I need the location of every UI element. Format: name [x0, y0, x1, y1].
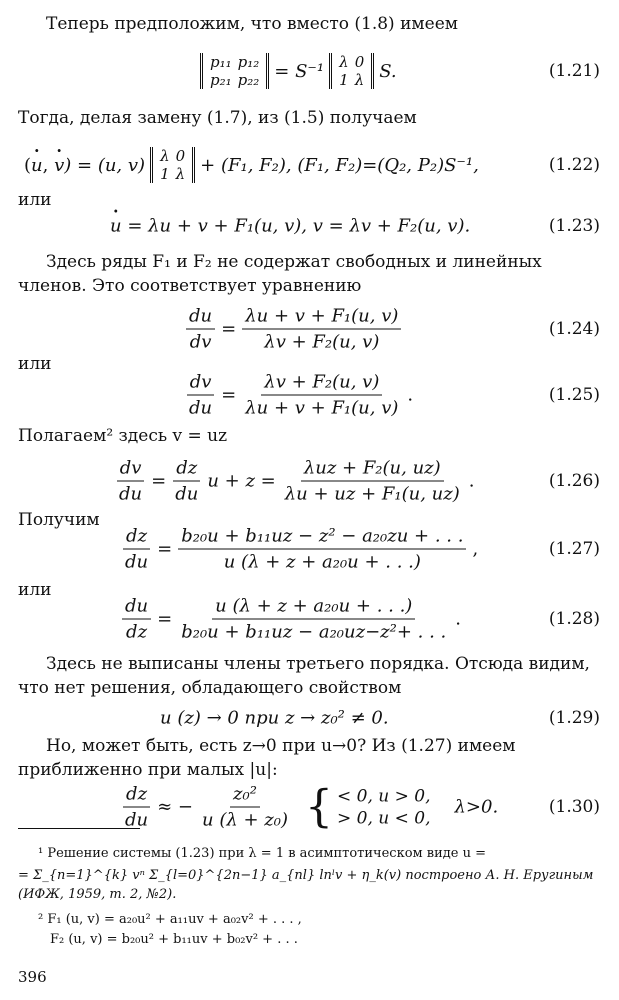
equation-1-25: $\frac{dv}{du}$ = $\frac{\text{λv + F₂(u, v)}}{\text{λu + v + F₁(u, v)}}$ . (1.25) [40, 366, 600, 424]
paragraph: Тогда, делая замену (1.7), из (1.5) получаем [18, 108, 417, 128]
equation-number: (1.28) [548, 609, 600, 629]
equation-1-29: u (z) → 0 при z → z₀² ≠ 0. (1.29) [160, 707, 600, 729]
paragraph: Теперь предположим, что вместо (1.8) имеем [46, 14, 458, 34]
equation-1-28: $\frac{du}{dz}$ = $\frac{\text{u (λ + z + a₂₀u + . . .)}}{\text{b₂₀u + b₁₁uz − a₂₀uz−z²+ . . .}}$ . (1.28) [40, 590, 600, 648]
footnote-2-line-2: F₂ (u, v) = b₂₀u² + b₁₁uv + b₀₂v² + . . . [50, 932, 298, 947]
paragraph: или [18, 354, 52, 374]
page-number: 396 [18, 968, 47, 986]
equation-1-23: · u = λu + v + F₁(u, v), v = λv + F₂(u, v). (1.23) [40, 206, 600, 246]
equation-1-27: $\frac{dz}{du}$ = $\frac{\text{b₂₀u + b₁₁uz − z² − a₂₀zu + . . .}}{\text{u (λ + z + a₂₀u + . . .)}}$ , (1.27) [125, 525, 600, 573]
footnote-2-line-1: ² F₁ (u, v) = a₂₀u² + a₁₁uv + a₀₂v² + . . . , [38, 912, 302, 927]
equation-number: (1.30) [548, 797, 600, 817]
equation-text: = S⁻¹ [274, 60, 325, 82]
equation-1-24: $\frac{du}{dv}$ = $\frac{\text{λu + v + F₁(u, v)}}{\text{λv + F₂(u, v)}}$ (1.24) [40, 300, 600, 358]
matrix-lambda: λ 0 1 λ [329, 53, 374, 89]
equation-number: (1.22) [548, 155, 600, 175]
paragraph: Здесь не выписаны члены третьего порядка. Отсюда видим, что нет решения, обладающего свойством [18, 654, 590, 698]
matrix-lambda: λ 0 1 λ [150, 147, 195, 183]
equation-1-30: $\frac{dz}{du}$ ≈ − $\frac{\text{z₀²}}{\text{u (λ + z₀)}}$ { < 0, u > 0, > 0, u < 0, λ>0. (1.30) [125, 781, 600, 832]
equation-number: (1.25) [548, 385, 600, 405]
footnote-1-line-1: ¹ Решение системы (1.23) при λ = 1 в асимптотическом виде u = [38, 846, 486, 861]
paragraph: или [18, 190, 52, 210]
equation-number: (1.21) [548, 61, 600, 81]
paragraph: Получим [18, 510, 100, 530]
matrix-p: p₁₁ p₁₂ p₂₁ p₂₂ [200, 53, 269, 89]
equation-number: (1.27) [548, 539, 600, 559]
paragraph: или [18, 580, 52, 600]
equation-number: (1.23) [548, 216, 600, 236]
paragraph: Здесь ряды F₁ и F₂ не содержат свободных и линейных членов. Это соответствует уравнению [18, 252, 542, 296]
equation-number: (1.24) [548, 319, 600, 339]
equation-number: (1.29) [548, 708, 600, 728]
footnote-rule [18, 828, 140, 829]
paragraph: Но, может быть, есть z→0 при u→0? Из (1.27) имеем приближенно при малых |u|: [18, 736, 516, 780]
equation-1-22: ( · u , · v ) = (u, v) λ 0 1 λ + (F₁, F₂), (F₁, F₂)=(Q₂, P₂)S⁻¹, (1.22) [40, 136, 600, 194]
paragraph: Полагаем² здесь v = uz [18, 426, 228, 446]
equation-number: (1.26) [548, 471, 600, 491]
equation-text: S. [379, 60, 397, 82]
equation-1-26: $\frac{dv}{du}$ = $\frac{dz}{du}$ u + z = $\frac{\text{λuz + F₂(u, uz)}}{\text{λu + uz + F₁(u, uz)}}$ . (1.26) [40, 452, 600, 510]
footnote-1-line-2: = Σ_{n=1}^{k} vⁿ Σ_{l=0}^{2n−1} a_{nl} lnˡv + η_k(v) построено А. Н. Еругиным (ИФЖ, 1959, т. 2, №2). [18, 868, 594, 902]
equation-1-21 [40, 42, 600, 100]
